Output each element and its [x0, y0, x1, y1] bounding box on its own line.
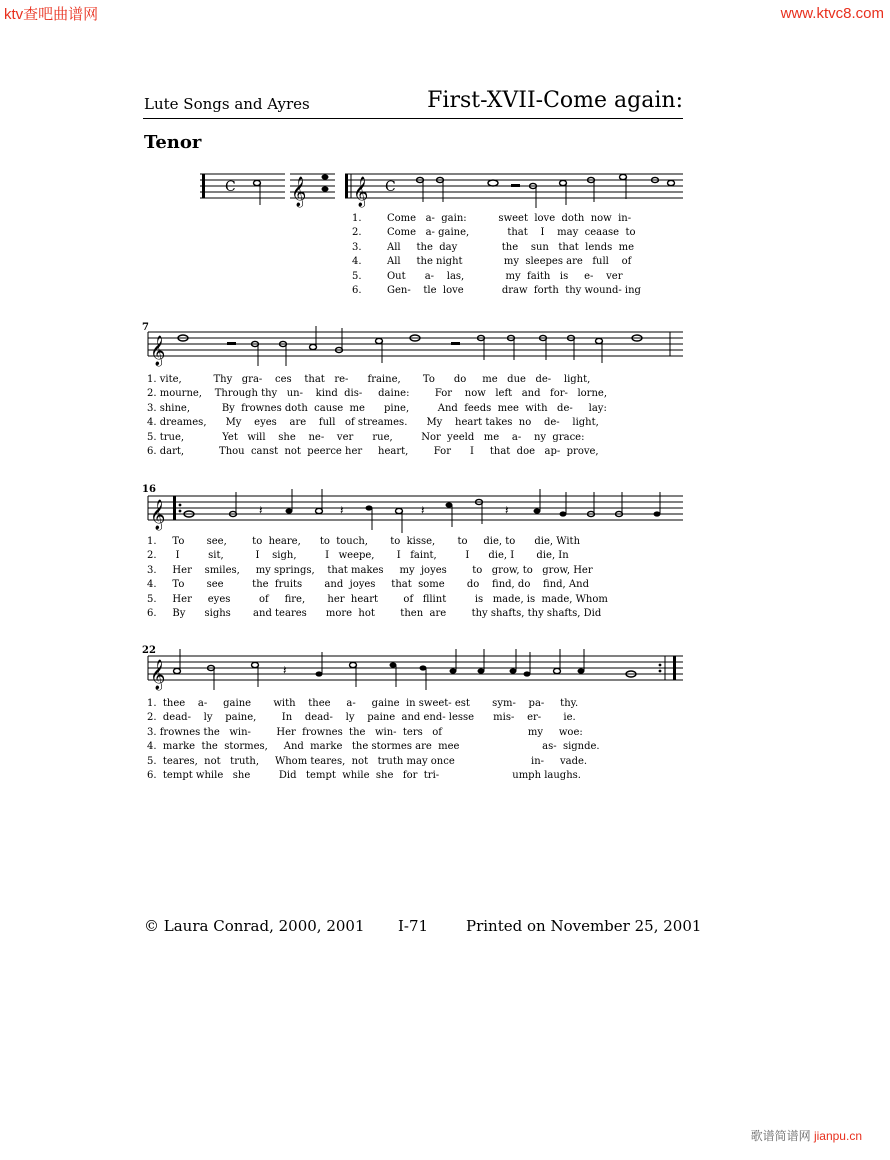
svg-text:C: C — [225, 179, 236, 195]
svg-text:𝄽: 𝄽 — [340, 503, 344, 517]
staff-system-1 — [195, 160, 695, 220]
lyric-line: 1. thee a- gaine with thee a- gaine in sweet- est sym- pa- thy. — [147, 698, 579, 709]
lyric-line: 2. Come a- gaine, that I may ceaase to — [352, 227, 636, 239]
lyric-line: 3. shine, By frownes doth cause me pine, And feeds mee with de- lay: — [147, 402, 607, 414]
copyright: © Laura Conrad, 2000, 2001 — [144, 917, 365, 935]
lyrics-system-3 — [147, 535, 608, 621]
lyrics-system-1 — [352, 212, 641, 298]
watermark-bottom-site: jianpu.cn — [813, 1129, 862, 1143]
lyric-line: 6. dart, Thou canst not peerce her heart, For I that doe ap- prove, — [147, 446, 599, 458]
part-name: Tenor — [144, 132, 202, 153]
lyrics-system-2 — [147, 373, 607, 459]
watermark-bottom — [751, 1127, 862, 1144]
svg-text:𝄽: 𝄽 — [283, 663, 287, 677]
lyric-line: 4. dreames, My eyes are full of streames. My heart takes no de- light, — [147, 417, 599, 429]
lyric-line: 1. Come a- gain: sweet love doth now in- — [352, 213, 632, 224]
lyric-line: 3. Her smiles, my springs, that makes my joyes to grow, to grow, Her — [147, 564, 593, 576]
lyrics-system-4 — [147, 697, 600, 783]
lyric-line: 5. Her eyes of fire, her heart of fllint is made, is made, Whom — [147, 593, 608, 605]
lyric-line: 1. vite, Thy gra- ces that re- fraine, To do me due de- light, — [147, 374, 591, 385]
lyric-line: 2. I sit, I sigh, I weepe, I faint, I die, I die, In — [147, 550, 569, 562]
header-rule — [143, 118, 683, 119]
lyric-line: 5. true, Yet will she ne- ver rue, Nor yeeld me a- ny grace: — [147, 431, 585, 443]
svg-text:𝄞: 𝄞 — [150, 660, 166, 690]
watermark-bottom-prefix: 歌谱简谱网 — [750, 1129, 811, 1143]
measure-number: 16 — [142, 484, 156, 495]
svg-text:𝄽: 𝄽 — [421, 503, 425, 517]
svg-text:𝄞: 𝄞 — [150, 336, 166, 366]
svg-text:𝄞: 𝄞 — [291, 177, 307, 207]
svg-text:𝄽: 𝄽 — [259, 503, 263, 517]
lyric-line: 6. Gen- tle love draw forth thy wound- ing — [352, 285, 641, 297]
measure-number: 22 — [142, 645, 156, 656]
lyric-line: 5. Out a- las, my faith is e- ver — [352, 270, 623, 282]
lyric-line: 6. tempt while she Did tempt while she for tri- umph laughs. — [147, 770, 581, 782]
lyric-line: 6. By sighs and teares more hot then are thy shafts, thy shafts, Did — [147, 608, 602, 620]
svg-text:𝄞: 𝄞 — [353, 177, 369, 207]
printed-date: Printed on November 25, 2001 — [466, 917, 702, 935]
collection-title: Lute Songs and Ayres — [144, 95, 310, 113]
svg-text:𝄽: 𝄽 — [505, 503, 509, 517]
lyric-line: 2. mourne, Through thy un- kind dis- daine: For now left and for- lorne, — [147, 388, 607, 400]
staff-system-3 — [143, 484, 688, 540]
lyric-line: 5. teares, not truth, Whom teares, not truth may once in- vade. — [147, 755, 588, 767]
lyric-line: 3. All the day the sun that lends me — [352, 241, 635, 253]
watermark-top-right: www.ktvc8.com — [780, 5, 884, 22]
staff-system-2 — [143, 320, 688, 376]
lyric-line: 3. frownes the win- Her frownes the win- ters of my woe: — [147, 726, 583, 738]
page-number: I-71 — [398, 917, 429, 935]
svg-text:C: C — [385, 179, 396, 195]
lyric-line: 4. To see the fruits and joyes that some do find, do find, And — [147, 579, 589, 591]
staff-system-4 — [143, 644, 688, 700]
svg-text:𝄞: 𝄞 — [150, 500, 166, 530]
lyric-line: 4. marke the stormes, And marke the stormes are mee as- signde. — [147, 741, 600, 753]
measure-number: 7 — [142, 322, 149, 333]
lyric-line: 4. All the night my sleepes are full of — [352, 256, 632, 268]
lyric-line: 1. To see, to heare, to touch, to kisse, to die, to die, With — [147, 536, 581, 547]
song-title: First-XVII-Come again: — [427, 88, 683, 113]
watermark-top-left: ktv查吧曲谱网 — [4, 6, 99, 23]
lyric-line: 2. dead- ly paine, In dead- ly paine and end- lesse mis- er- ie. — [147, 712, 576, 724]
